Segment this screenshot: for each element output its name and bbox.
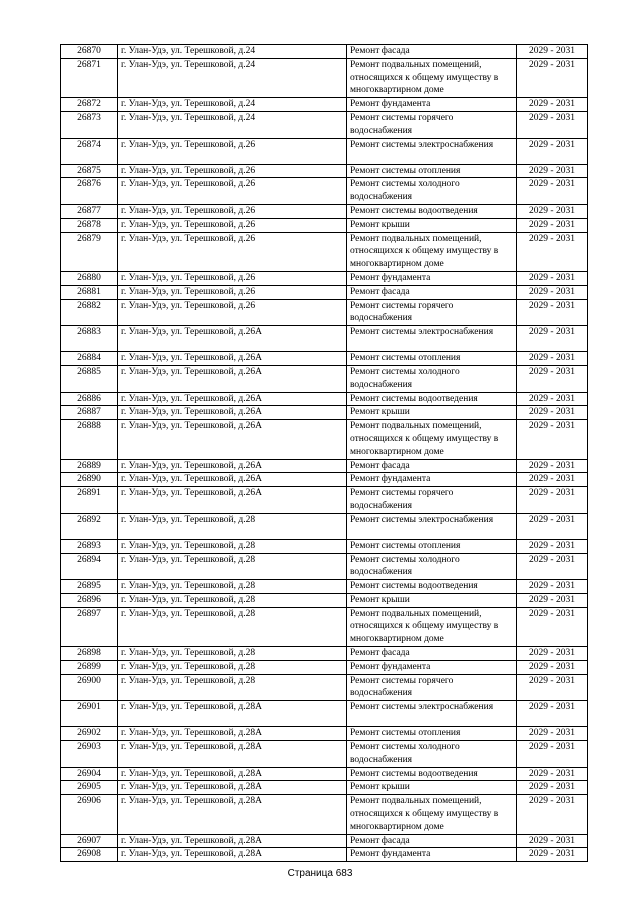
table-row xyxy=(61,781,588,795)
table-row xyxy=(61,513,588,539)
period-cell: 2029 - 2031 xyxy=(517,392,588,406)
row-number: 26889 xyxy=(61,459,118,473)
work-type-cell: Ремонт подвальных помещений, относящихся к общему имуществу в многоквартирном доме xyxy=(347,795,517,834)
row-number: 26885 xyxy=(61,365,118,392)
period-cell: 2029 - 2031 xyxy=(517,607,588,646)
row-number: 26903 xyxy=(61,741,118,768)
address-cell: г. Улан-Удэ, ул. Терешковой, д.28А xyxy=(118,767,347,781)
row-number: 26899 xyxy=(61,660,118,674)
table-row xyxy=(61,795,588,834)
row-number: 26901 xyxy=(61,701,118,727)
table-row xyxy=(61,741,588,768)
row-number: 26880 xyxy=(61,271,118,285)
row-number: 26895 xyxy=(61,580,118,594)
work-type-cell: Ремонт системы горячего водоснабжения xyxy=(347,299,517,326)
row-number: 26877 xyxy=(61,204,118,218)
table-row xyxy=(61,848,588,862)
row-number: 26884 xyxy=(61,352,118,366)
work-type-cell: Ремонт фасада xyxy=(347,285,517,299)
address-cell: г. Улан-Удэ, ул. Терешковой, д.26А xyxy=(118,459,347,473)
work-type-cell: Ремонт фундамента xyxy=(347,473,517,487)
work-type-cell: Ремонт крыши xyxy=(347,593,517,607)
row-number: 26898 xyxy=(61,647,118,661)
address-cell: г. Улан-Удэ, ул. Терешковой, д.26А xyxy=(118,420,347,459)
table-row xyxy=(61,164,588,178)
period-cell: 2029 - 2031 xyxy=(517,299,588,326)
row-number: 26894 xyxy=(61,553,118,580)
work-type-cell: Ремонт системы электроснабжения xyxy=(347,326,517,352)
table-body xyxy=(61,45,588,862)
period-cell: 2029 - 2031 xyxy=(517,539,588,553)
address-cell: г. Улан-Удэ, ул. Терешковой, д.26 xyxy=(118,164,347,178)
work-type-cell: Ремонт системы электроснабжения xyxy=(347,513,517,539)
table-row xyxy=(61,580,588,594)
repair-schedule-table xyxy=(60,44,588,862)
period-cell: 2029 - 2031 xyxy=(517,767,588,781)
work-type-cell: Ремонт фасада xyxy=(347,834,517,848)
period-cell: 2029 - 2031 xyxy=(517,45,588,59)
table-row xyxy=(61,98,588,112)
row-number: 26902 xyxy=(61,727,118,741)
work-type-cell: Ремонт системы холодного водоснабжения xyxy=(347,365,517,392)
address-cell: г. Улан-Удэ, ул. Терешковой, д.26 xyxy=(118,204,347,218)
work-type-cell: Ремонт подвальных помещений, относящихся к общему имуществу в многоквартирном доме xyxy=(347,232,517,271)
period-cell: 2029 - 2031 xyxy=(517,660,588,674)
period-cell: 2029 - 2031 xyxy=(517,553,588,580)
work-type-cell: Ремонт системы водоотведения xyxy=(347,204,517,218)
period-cell: 2029 - 2031 xyxy=(517,741,588,768)
period-cell: 2029 - 2031 xyxy=(517,326,588,352)
row-number: 26886 xyxy=(61,392,118,406)
row-number: 26893 xyxy=(61,539,118,553)
address-cell: г. Улан-Удэ, ул. Терешковой, д.28 xyxy=(118,553,347,580)
address-cell: г. Улан-Удэ, ул. Терешковой, д.26 xyxy=(118,138,347,164)
period-cell: 2029 - 2031 xyxy=(517,98,588,112)
table-row xyxy=(61,178,588,205)
table-row xyxy=(61,204,588,218)
row-number: 26874 xyxy=(61,138,118,164)
period-cell: 2029 - 2031 xyxy=(517,647,588,661)
table-row xyxy=(61,647,588,661)
work-type-cell: Ремонт системы горячего водоснабжения xyxy=(347,111,517,138)
table-row xyxy=(61,487,588,514)
work-type-cell: Ремонт системы горячего водоснабжения xyxy=(347,487,517,514)
table-row xyxy=(61,232,588,271)
period-cell: 2029 - 2031 xyxy=(517,674,588,701)
period-cell: 2029 - 2031 xyxy=(517,593,588,607)
address-cell: г. Улан-Удэ, ул. Терешковой, д.28 xyxy=(118,674,347,701)
address-cell: г. Улан-Удэ, ул. Терешковой, д.28А xyxy=(118,727,347,741)
address-cell: г. Улан-Удэ, ул. Терешковой, д.26 xyxy=(118,232,347,271)
period-cell: 2029 - 2031 xyxy=(517,795,588,834)
table-row xyxy=(61,218,588,232)
work-type-cell: Ремонт системы электроснабжения xyxy=(347,701,517,727)
period-cell: 2029 - 2031 xyxy=(517,781,588,795)
address-cell: г. Улан-Удэ, ул. Терешковой, д.26А xyxy=(118,326,347,352)
address-cell: г. Улан-Удэ, ул. Терешковой, д.28А xyxy=(118,795,347,834)
table-row xyxy=(61,285,588,299)
row-number: 26879 xyxy=(61,232,118,271)
address-cell: г. Улан-Удэ, ул. Терешковой, д.28А xyxy=(118,741,347,768)
address-cell: г. Улан-Удэ, ул. Терешковой, д.26А xyxy=(118,406,347,420)
row-number: 26881 xyxy=(61,285,118,299)
row-number: 26897 xyxy=(61,607,118,646)
work-type-cell: Ремонт системы отопления xyxy=(347,352,517,366)
work-type-cell: Ремонт системы водоотведения xyxy=(347,392,517,406)
table-row xyxy=(61,701,588,727)
row-number: 26870 xyxy=(61,45,118,59)
row-number: 26908 xyxy=(61,848,118,862)
address-cell: г. Улан-Удэ, ул. Терешковой, д.28 xyxy=(118,607,347,646)
period-cell: 2029 - 2031 xyxy=(517,178,588,205)
address-cell: г. Улан-Удэ, ул. Терешковой, д.28 xyxy=(118,513,347,539)
work-type-cell: Ремонт системы электроснабжения xyxy=(347,138,517,164)
work-type-cell: Ремонт крыши xyxy=(347,218,517,232)
table-row xyxy=(61,271,588,285)
address-cell: г. Улан-Удэ, ул. Терешковой, д.28 xyxy=(118,593,347,607)
period-cell: 2029 - 2031 xyxy=(517,473,588,487)
work-type-cell: Ремонт подвальных помещений, относящихся к общему имуществу в многоквартирном доме xyxy=(347,607,517,646)
row-number: 26900 xyxy=(61,674,118,701)
table-row xyxy=(61,392,588,406)
table-row xyxy=(61,299,588,326)
period-cell: 2029 - 2031 xyxy=(517,420,588,459)
address-cell: г. Улан-Удэ, ул. Терешковой, д.26 xyxy=(118,218,347,232)
work-type-cell: Ремонт фундамента xyxy=(347,271,517,285)
row-number: 26875 xyxy=(61,164,118,178)
work-type-cell: Ремонт системы отопления xyxy=(347,164,517,178)
work-type-cell: Ремонт фасада xyxy=(347,647,517,661)
table-row xyxy=(61,420,588,459)
row-number: 26882 xyxy=(61,299,118,326)
address-cell: г. Улан-Удэ, ул. Терешковой, д.26 xyxy=(118,271,347,285)
address-cell: г. Улан-Удэ, ул. Терешковой, д.28 xyxy=(118,539,347,553)
work-type-cell: Ремонт фундамента xyxy=(347,98,517,112)
period-cell: 2029 - 2031 xyxy=(517,848,588,862)
work-type-cell: Ремонт системы отопления xyxy=(347,727,517,741)
table-row xyxy=(61,365,588,392)
period-cell: 2029 - 2031 xyxy=(517,138,588,164)
row-number: 26892 xyxy=(61,513,118,539)
table-row xyxy=(61,459,588,473)
work-type-cell: Ремонт системы холодного водоснабжения xyxy=(347,178,517,205)
period-cell: 2029 - 2031 xyxy=(517,365,588,392)
period-cell: 2029 - 2031 xyxy=(517,285,588,299)
period-cell: 2029 - 2031 xyxy=(517,487,588,514)
row-number: 26891 xyxy=(61,487,118,514)
row-number: 26871 xyxy=(61,58,118,97)
work-type-cell: Ремонт системы холодного водоснабжения xyxy=(347,553,517,580)
address-cell: г. Улан-Удэ, ул. Терешковой, д.26А xyxy=(118,473,347,487)
table-row xyxy=(61,593,588,607)
table-row xyxy=(61,326,588,352)
table-row xyxy=(61,607,588,646)
address-cell: г. Улан-Удэ, ул. Терешковой, д.26 xyxy=(118,178,347,205)
row-number: 26876 xyxy=(61,178,118,205)
address-cell: г. Улан-Удэ, ул. Терешковой, д.26 xyxy=(118,299,347,326)
table-row xyxy=(61,473,588,487)
row-number: 26878 xyxy=(61,218,118,232)
period-cell: 2029 - 2031 xyxy=(517,834,588,848)
period-cell: 2029 - 2031 xyxy=(517,580,588,594)
row-number: 26887 xyxy=(61,406,118,420)
address-cell: г. Улан-Удэ, ул. Терешковой, д.28А xyxy=(118,834,347,848)
period-cell: 2029 - 2031 xyxy=(517,58,588,97)
table-row xyxy=(61,111,588,138)
address-cell: г. Улан-Удэ, ул. Терешковой, д.26А xyxy=(118,365,347,392)
row-number: 26906 xyxy=(61,795,118,834)
period-cell: 2029 - 2031 xyxy=(517,111,588,138)
table-row xyxy=(61,58,588,97)
work-type-cell: Ремонт фасада xyxy=(347,45,517,59)
address-cell: г. Улан-Удэ, ул. Терешковой, д.24 xyxy=(118,45,347,59)
table-row xyxy=(61,539,588,553)
row-number: 26904 xyxy=(61,767,118,781)
address-cell: г. Улан-Удэ, ул. Терешковой, д.26 xyxy=(118,285,347,299)
table-row xyxy=(61,406,588,420)
row-number: 26907 xyxy=(61,834,118,848)
period-cell: 2029 - 2031 xyxy=(517,164,588,178)
table-row xyxy=(61,834,588,848)
table-row xyxy=(61,767,588,781)
work-type-cell: Ремонт системы водоотведения xyxy=(347,580,517,594)
period-cell: 2029 - 2031 xyxy=(517,352,588,366)
table-row xyxy=(61,727,588,741)
work-type-cell: Ремонт системы водоотведения xyxy=(347,767,517,781)
address-cell: г. Улан-Удэ, ул. Терешковой, д.28 xyxy=(118,647,347,661)
period-cell: 2029 - 2031 xyxy=(517,271,588,285)
table-row xyxy=(61,660,588,674)
row-number: 26872 xyxy=(61,98,118,112)
row-number: 26890 xyxy=(61,473,118,487)
work-type-cell: Ремонт системы отопления xyxy=(347,539,517,553)
row-number: 26896 xyxy=(61,593,118,607)
address-cell: г. Улан-Удэ, ул. Терешковой, д.24 xyxy=(118,98,347,112)
table-row xyxy=(61,138,588,164)
work-type-cell: Ремонт фундамента xyxy=(347,660,517,674)
address-cell: г. Улан-Удэ, ул. Терешковой, д.28 xyxy=(118,580,347,594)
address-cell: г. Улан-Удэ, ул. Терешковой, д.26А xyxy=(118,392,347,406)
work-type-cell: Ремонт системы горячего водоснабжения xyxy=(347,674,517,701)
work-type-cell: Ремонт фасада xyxy=(347,459,517,473)
address-cell: г. Улан-Удэ, ул. Терешковой, д.24 xyxy=(118,111,347,138)
work-type-cell: Ремонт крыши xyxy=(347,781,517,795)
period-cell: 2029 - 2031 xyxy=(517,727,588,741)
address-cell: г. Улан-Удэ, ул. Терешковой, д.26А xyxy=(118,487,347,514)
period-cell: 2029 - 2031 xyxy=(517,406,588,420)
address-cell: г. Улан-Удэ, ул. Терешковой, д.28 xyxy=(118,660,347,674)
period-cell: 2029 - 2031 xyxy=(517,459,588,473)
period-cell: 2029 - 2031 xyxy=(517,701,588,727)
address-cell: г. Улан-Удэ, ул. Терешковой, д.28А xyxy=(118,781,347,795)
period-cell: 2029 - 2031 xyxy=(517,218,588,232)
row-number: 26883 xyxy=(61,326,118,352)
address-cell: г. Улан-Удэ, ул. Терешковой, д.28А xyxy=(118,701,347,727)
work-type-cell: Ремонт системы холодного водоснабжения xyxy=(347,741,517,768)
table-row xyxy=(61,674,588,701)
address-cell: г. Улан-Удэ, ул. Терешковой, д.26А xyxy=(118,352,347,366)
row-number: 26873 xyxy=(61,111,118,138)
table-row xyxy=(61,45,588,59)
row-number: 26905 xyxy=(61,781,118,795)
address-cell: г. Улан-Удэ, ул. Терешковой, д.24 xyxy=(118,58,347,97)
row-number: 26888 xyxy=(61,420,118,459)
period-cell: 2029 - 2031 xyxy=(517,513,588,539)
work-type-cell: Ремонт фундамента xyxy=(347,848,517,862)
period-cell: 2029 - 2031 xyxy=(517,232,588,271)
work-type-cell: Ремонт крыши xyxy=(347,406,517,420)
work-type-cell: Ремонт подвальных помещений, относящихся к общему имуществу в многоквартирном доме xyxy=(347,58,517,97)
work-type-cell: Ремонт подвальных помещений, относящихся к общему имуществу в многоквартирном доме xyxy=(347,420,517,459)
period-cell: 2029 - 2031 xyxy=(517,204,588,218)
table-row xyxy=(61,352,588,366)
table-row xyxy=(61,553,588,580)
page-number: Страница 683 xyxy=(287,868,353,879)
address-cell: г. Улан-Удэ, ул. Терешковой, д.28А xyxy=(118,848,347,862)
